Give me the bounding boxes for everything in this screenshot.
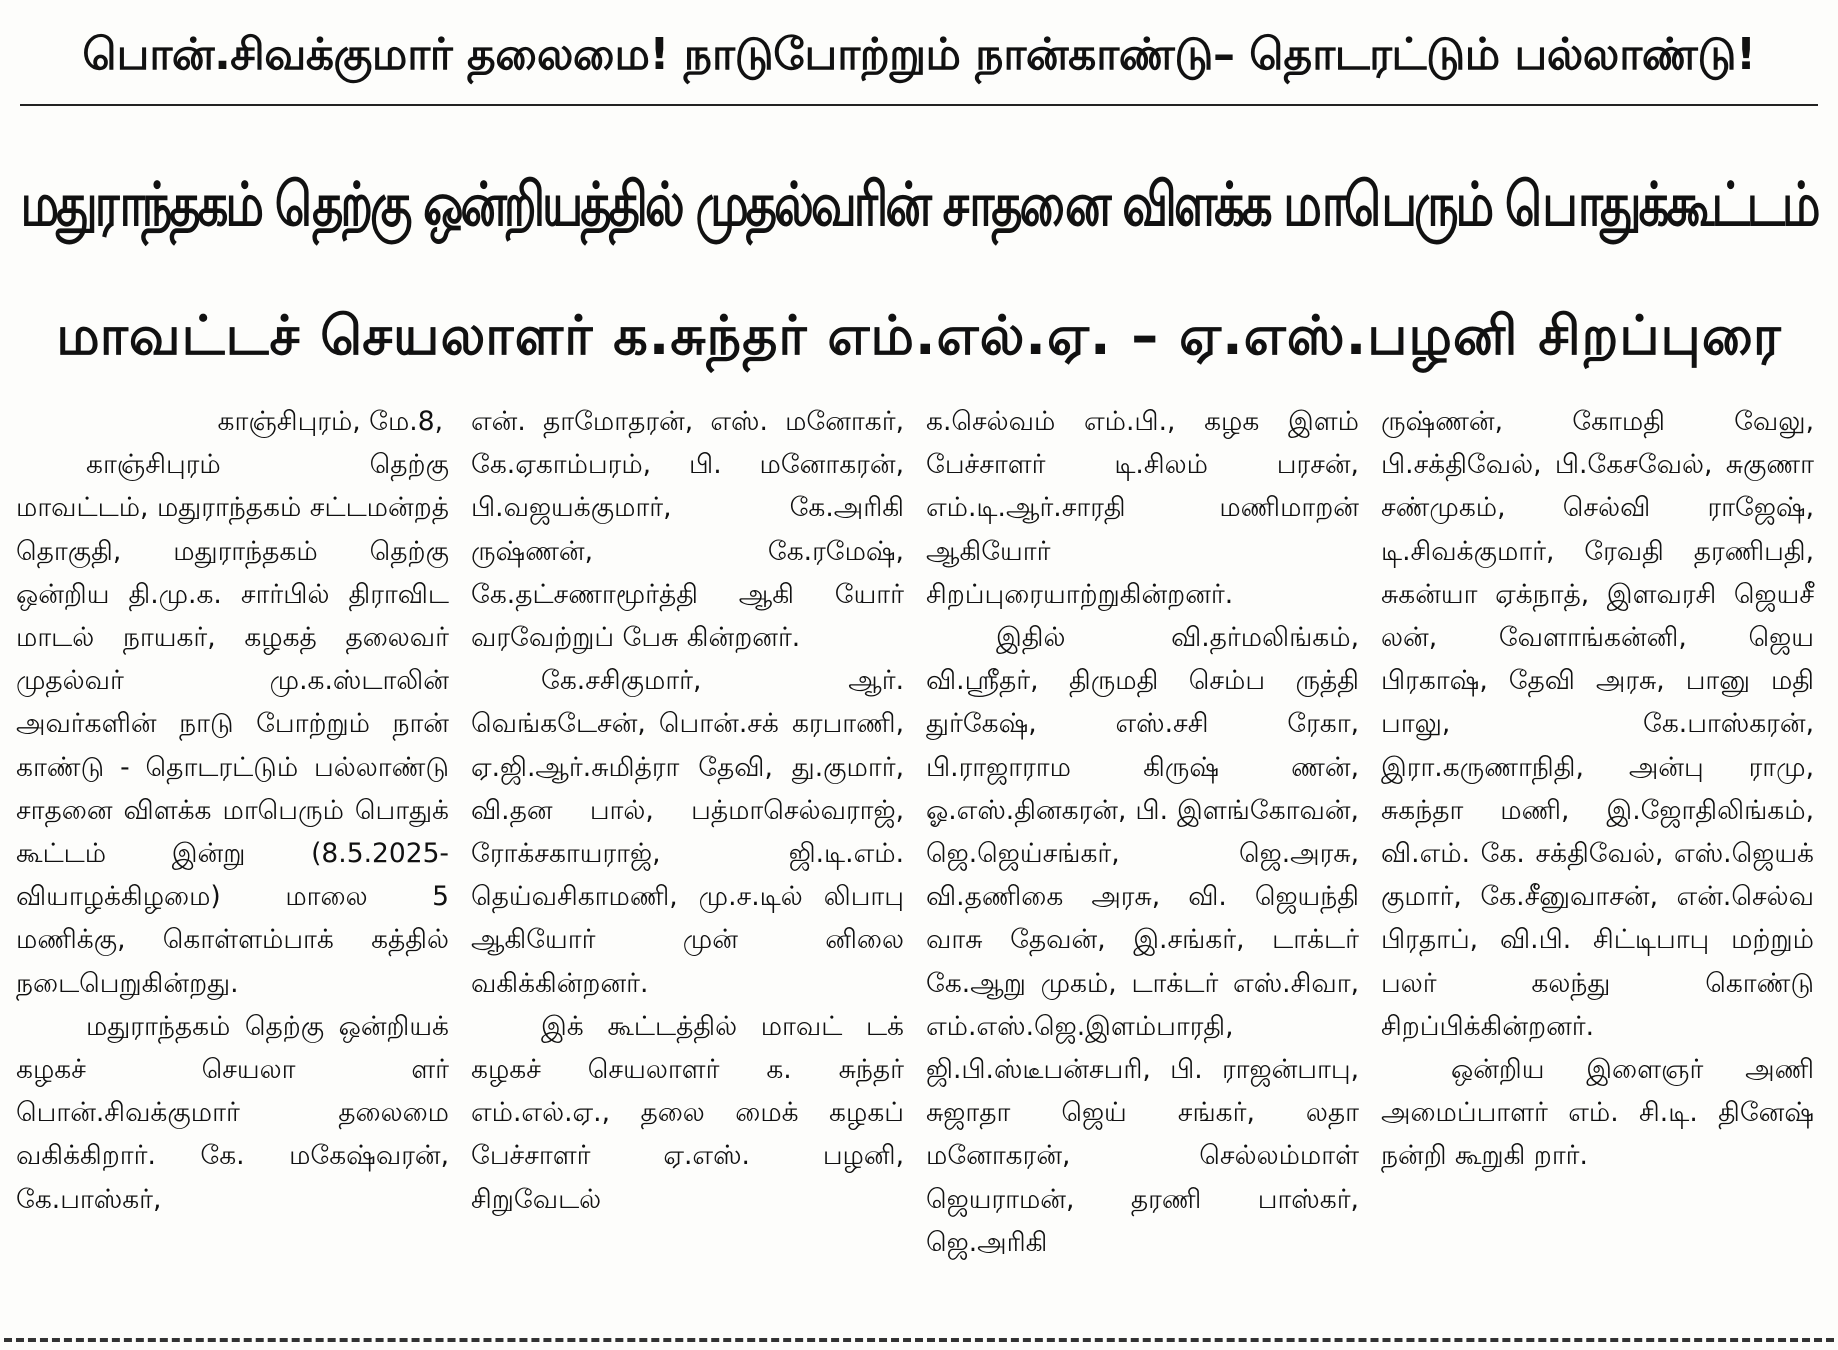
article-paragraph: கே.சசிகுமார், ஆர். வெங்கடேசன், பொன்.சக் கரபாணி, ஏ.ஜி.ஆர்.சுமித்ரா தேவி, து.குமார், வி.தன பால், பத்மாசெல்வராஜ், ரோக்சகாயராஜ், ஜி.டி.எம். தெய்வசிகாமணி, மு.ச.டில் லிபாபு ஆகியோர் முன் னிலை வகிக்கின்றனர். <box>471 665 904 999</box>
article-paragraph: ருஷ்ணன், கோமதி வேலு, பி.சக்திவேல், பி.கேசவேல், சுகுணா சண்முகம், செல்வி ராஜேஷ், டி.சிவக்குமார், ரேவதி தரணிபதி, சுகன்யா ஏக்நாத், இளவரசி ஜெயசீ லன், வேளாங்கன்னி, ஜெய பிரகாஷ், தேவி அரசு, பானு மதி பாலு, கே.பாஸ்கரன், இரா.கருணாநிதி, அன்பு ராமு, சுகந்தா மணி, இ.ஜோதிலிங்கம், வி.எம். கே. சக்திவேல், எஸ்.ஜெயக் குமார், கே.சீனுவாசன், என்.செல்வ பிரதாப், வி.பி. சிட்டிபாபு மற்றும் பலர் கலந்து கொண்டு சிறப்பிக்கின்றனர். <box>1381 406 1814 1042</box>
article-column-3 <box>918 400 1373 1320</box>
kicker-divider <box>20 104 1818 106</box>
article-column-2 <box>463 400 918 1320</box>
bottom-dashed-divider <box>4 1338 1834 1342</box>
article-paragraph: ஒன்றிய இளைஞர் அணி அமைப்பாளர் எம். சி.டி. தினேஷ் நன்றி கூறுகி றார். <box>1381 1054 1814 1172</box>
article-paragraph: மதுராந்தகம் தெற்கு ஒன்றியக் கழகச் செயலா ளர் பொன்.சிவக்குமார் தலைமை வகிக்கிறார். கே. மகேஷ்வரன், கே.பாஸ்கர், <box>16 1010 449 1215</box>
article-paragraph: இதில் வி.தர்மலிங்கம், வி.ஸ்ரீதர், திருமதி செம்ப ருத்தி துர்கேஷ், எஸ்.சசி ரேகா, பி.ராஜாராம கிருஷ் ணன், ஓ.எஸ்.தினகரன், பி. இளங்கோவன், ஜெ.ஜெய்சங்கர், ஜெ.அரசு, வி.தணிகை அரசு, வி. ஜெயந்தி வாசு தேவன், இ.சங்கர், டாக்டர் கே.ஆறு முகம், டாக்டர் எஸ்.சிவா, எம்.எஸ்.ஜெ.இளம்பாரதி, ஜி.பி.ஸ்டீபன்சபரி, பி. ராஜன்பாபு, சுஜாதா ஜெய் சங்கர், லதா மனோகரன், செல்லம்மாள் ஜெயராமன், தரணி பாஸ்கர், ஜெ.அரிகி <box>926 622 1359 1258</box>
kicker-line: பொன்.சிவக்குமார் தலைமை! நாடுபோற்றும் நான்காண்டு– தொடரட்டும் பல்லாண்டு! <box>82 29 1756 80</box>
subheadline: மாவட்டச் செயலாளர் க.சுந்தர் எம்.எல்.ஏ. – ஏ.எஸ்.பழனி சிறப்புரை <box>56 304 1782 367</box>
article-body <box>8 400 1830 1320</box>
article-column-1 <box>8 400 463 1320</box>
article-paragraph: இக் கூட்டத்தில் மாவட் டக் கழகச் செயலாளர் க. சுந்தர் எம்.எல்.ஏ., தலை மைக் கழகப் பேச்சாளர் ஏ.எஸ். பழனி, சிறுவேடல் <box>471 1010 904 1215</box>
dateline: காஞ்சிபுரம், மே.8, <box>217 406 443 437</box>
headline: மதுராந்தகம் தெற்கு ஒன்றியத்தில் முதல்வரின் சாதனை விளக்க மாபெரும் பொதுக்கூட்டம் <box>20 170 1818 240</box>
article-paragraph: என். தாமோதரன், எஸ். மனோகர், கே.ஏகாம்பரம், பி. மனோகரன், பி.வஜயக்குமார், கே.அரிகி ருஷ்ணன், கே.ரமேஷ், கே.தட்சணாமூர்த்தி ஆகி யோர் வரவேற்றுப் பேசு கின்றனர். <box>471 406 904 654</box>
article-column-4 <box>1373 400 1828 1320</box>
article-paragraph: க.செல்வம் எம்.பி., கழக இளம் பேச்சாளர் டி.சிலம் பரசன், எம்.டி.ஆர்.சாரதி மணிமாறன் ஆகியோர் சிறப்புரையாற்றுகின்றனர். <box>926 406 1359 610</box>
article-paragraph: காஞ்சிபுரம் தெற்கு மாவட்டம், மதுராந்தகம் சட்டமன்றத் தொகுதி, மதுராந்தகம் தெற்கு ஒன்றிய தி.மு.க. சார்பில் திராவிட மாடல் நாயகர், கழகத் தலைவர் முதல்வர் மு.க.ஸ்டாலின் அவர்களின் நாடு போற்றும் நான் காண்டு - தொடரட்டும் பல்லாண்டு சாதனை விளக்க மாபெரும் பொதுக் கூட்டம் இன்று (8.5.2025- வியாழக்கிழமை) மாலை 5 மணிக்கு, கொள்ளம்பாக் கத்தில் நடைபெறுகின்றது. <box>16 449 449 999</box>
